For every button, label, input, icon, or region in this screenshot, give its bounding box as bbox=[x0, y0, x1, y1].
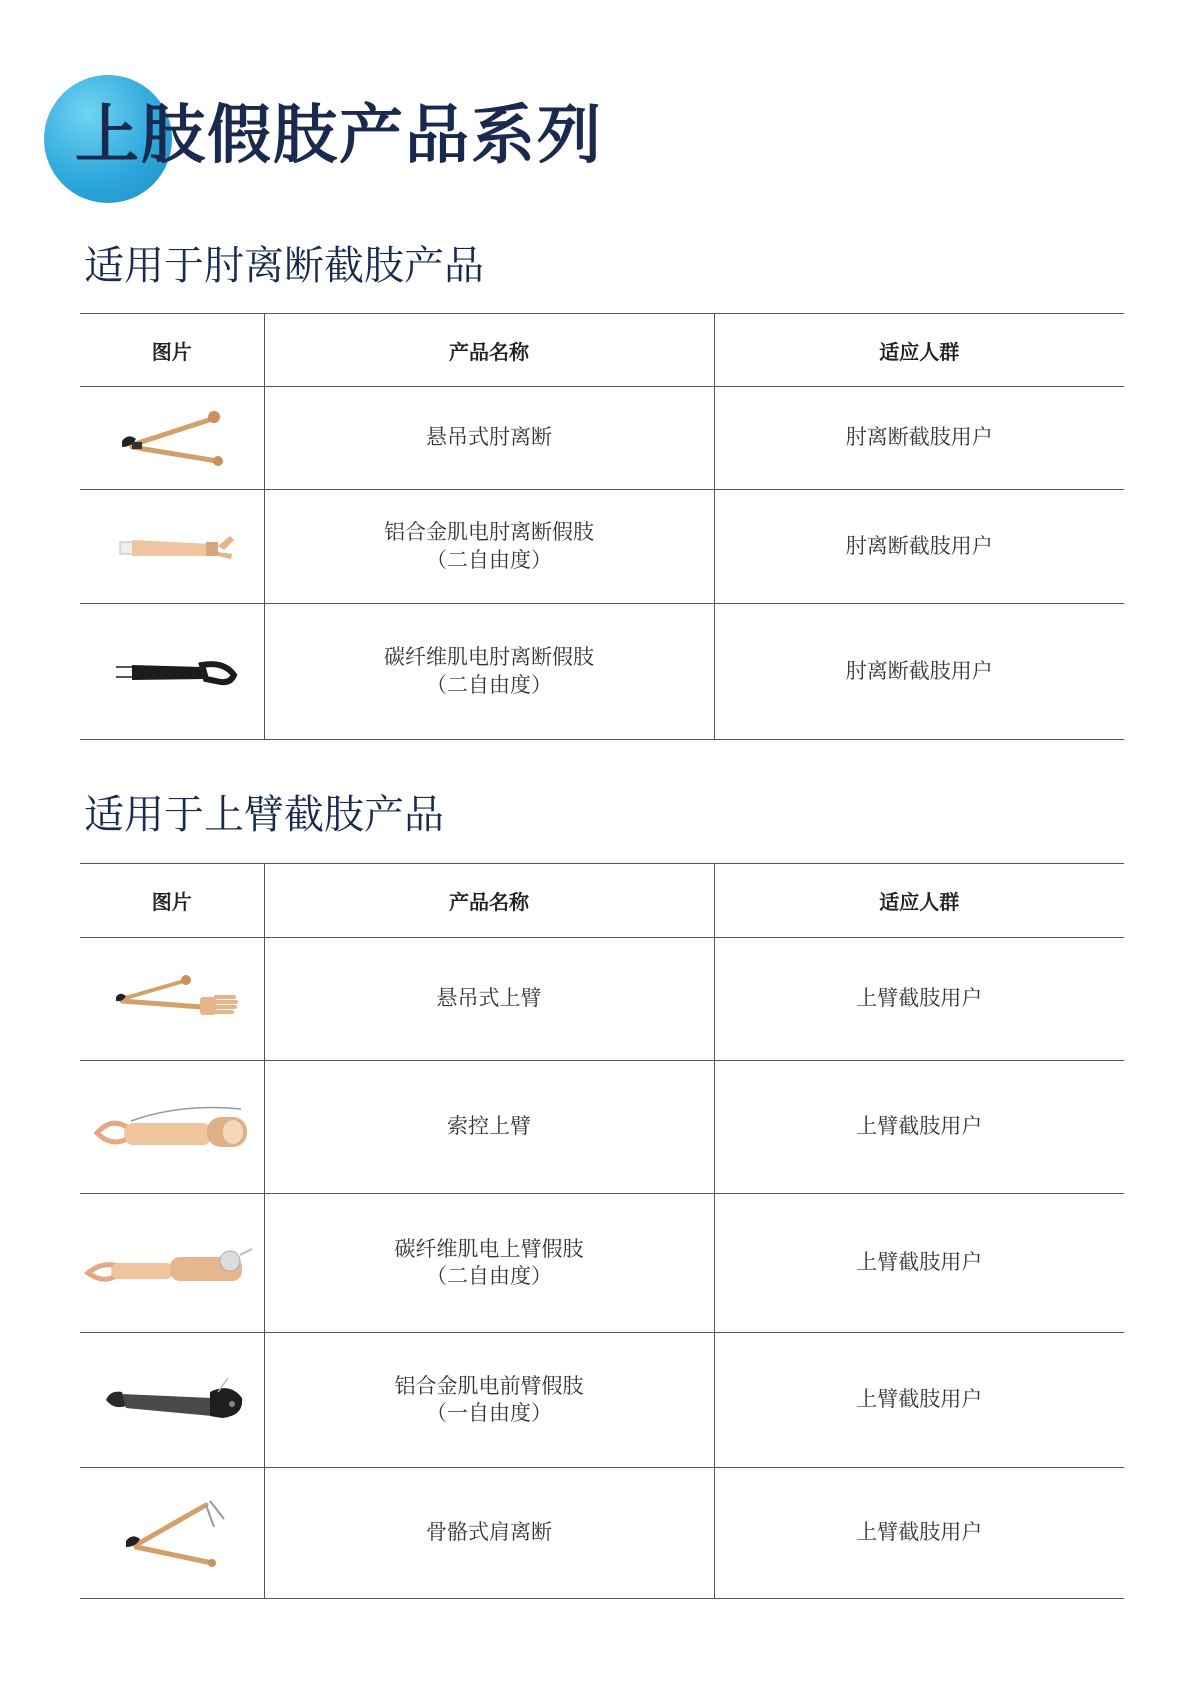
applicable-group: 肘离断截肢用户 bbox=[714, 490, 1124, 604]
table-row bbox=[80, 490, 1124, 604]
applicable-group: 上臂截肢用户 bbox=[714, 1468, 1124, 1599]
product-name: 悬吊式肘离断 bbox=[426, 425, 552, 450]
product-name-detail: （一自由度） bbox=[426, 1401, 552, 1425]
product-name: 铝合金肌电肘离断假肢 bbox=[384, 520, 594, 545]
dark-myoelectric-forearm-image bbox=[92, 1370, 252, 1430]
table-row bbox=[80, 1194, 1124, 1333]
skeletal-shoulder-prosthesis-image bbox=[102, 1493, 242, 1573]
column-header-group: 适应人群 bbox=[714, 864, 1124, 938]
product-image-cell bbox=[80, 490, 264, 604]
applicable-group: 上臂截肢用户 bbox=[714, 938, 1124, 1061]
product-name: 碳纤维肌电肘离断假肢 bbox=[384, 645, 594, 670]
black-myoelectric-arm-image bbox=[102, 647, 242, 697]
product-image-cell bbox=[80, 387, 264, 490]
column-header-group: 适应人群 bbox=[714, 314, 1124, 387]
table-row bbox=[80, 1061, 1124, 1194]
elbow-products-table bbox=[80, 313, 1124, 740]
product-name: 索控上臂 bbox=[447, 1114, 531, 1139]
applicable-group: 上臂截肢用户 bbox=[714, 1061, 1124, 1194]
skin-tone-myoelectric-arm-image bbox=[102, 522, 242, 572]
product-image-cell bbox=[80, 1194, 264, 1333]
product-name: 铝合金肌电前臂假肢 bbox=[394, 1373, 584, 1398]
product-name: 悬吊式上臂 bbox=[436, 986, 542, 1011]
product-image-cell bbox=[80, 938, 264, 1061]
product-image-cell bbox=[80, 1333, 264, 1468]
product-name: 碳纤维肌电上臂假肢 bbox=[394, 1236, 584, 1261]
applicable-group: 肘离断截肢用户 bbox=[714, 604, 1124, 740]
carbon-myoelectric-arm-image bbox=[82, 1233, 262, 1293]
table-header-row bbox=[80, 864, 1124, 938]
product-name-detail: （二自由度） bbox=[426, 672, 552, 697]
table-row bbox=[80, 604, 1124, 740]
product-name-detail: （二自由度） bbox=[426, 547, 552, 572]
column-header-name: 产品名称 bbox=[264, 314, 714, 387]
section-title-elbow: 适用于肘离断截肢产品 bbox=[84, 243, 484, 289]
page-title: 上肢假肢产品系列 bbox=[75, 99, 603, 173]
product-image-cell bbox=[80, 604, 264, 740]
body-powered-hand-prosthesis-image bbox=[102, 969, 242, 1029]
table-row bbox=[80, 938, 1124, 1061]
table-row bbox=[80, 1333, 1124, 1468]
cable-controlled-arm-image bbox=[87, 1097, 257, 1157]
product-name-detail: （二自由度） bbox=[426, 1264, 552, 1288]
column-header-image: 图片 bbox=[80, 314, 264, 387]
table-row bbox=[80, 1468, 1124, 1599]
product-image-cell bbox=[80, 1468, 264, 1599]
upper-arm-products-table bbox=[80, 863, 1124, 1599]
table-row bbox=[80, 387, 1124, 490]
applicable-group: 上臂截肢用户 bbox=[714, 1194, 1124, 1333]
product-image-cell bbox=[80, 1061, 264, 1194]
table-header-row bbox=[80, 314, 1124, 387]
section-title-upper-arm: 适用于上臂截肢产品 bbox=[84, 792, 444, 838]
product-name: 骨骼式肩离断 bbox=[426, 1520, 552, 1545]
applicable-group: 上臂截肢用户 bbox=[714, 1333, 1124, 1468]
applicable-group: 肘离断截肢用户 bbox=[714, 387, 1124, 490]
column-header-name: 产品名称 bbox=[264, 864, 714, 938]
body-powered-hook-prosthesis-image bbox=[102, 403, 242, 473]
column-header-image: 图片 bbox=[80, 864, 264, 938]
